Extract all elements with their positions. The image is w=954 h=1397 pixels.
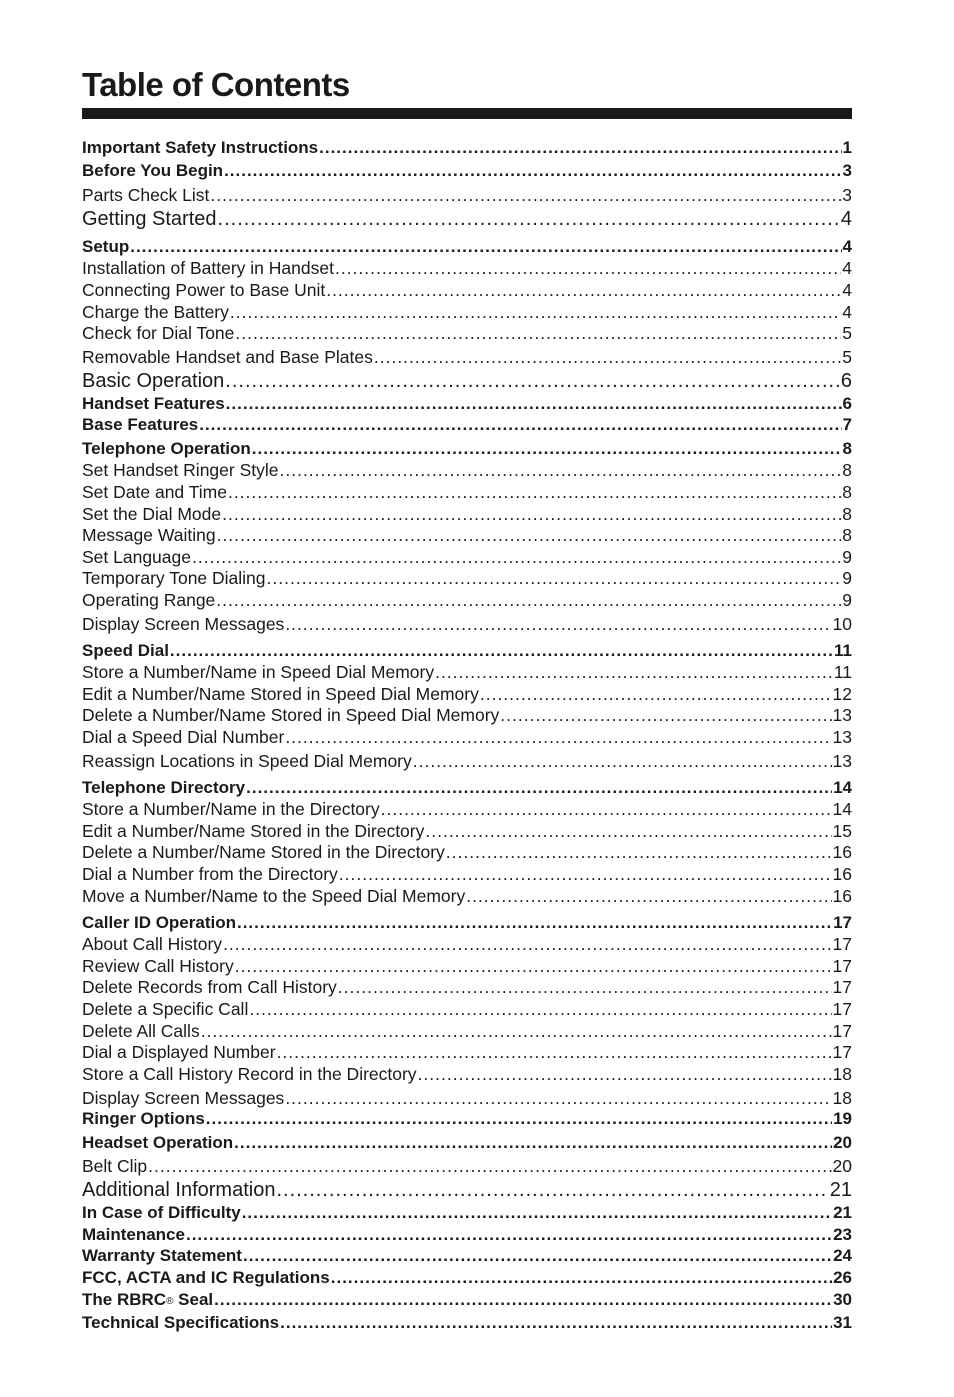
toc-entry: [82, 589, 852, 611]
toc-entry-page: 17: [832, 956, 852, 976]
toc-entry: [82, 1312, 852, 1334]
toc-entry-page: 30: [833, 1290, 852, 1309]
toc-entry: [82, 1108, 852, 1130]
toc-entry-page: 11: [833, 662, 852, 682]
dot-leader: [148, 1155, 831, 1177]
toc-entry: [82, 481, 852, 503]
toc-entry: [82, 750, 852, 772]
toc-entry: [82, 777, 852, 799]
dot-leader: [267, 567, 842, 589]
toc-entry-label: Parts Check List: [82, 185, 210, 205]
toc-entry-label: Edit a Number/Name Stored in the Directory: [82, 821, 425, 841]
toc-entry: [82, 160, 852, 182]
toc-entry-page: 8: [842, 504, 852, 524]
toc-entry-label: Charge the Battery: [82, 302, 229, 322]
toc-entry-label: Setup: [82, 237, 130, 256]
dot-leader: [425, 820, 831, 842]
dot-leader: [413, 750, 832, 772]
dot-leader: [222, 503, 841, 525]
toc-entry: [82, 1289, 852, 1313]
toc-entry: [82, 1132, 852, 1154]
toc-entry-page: 23: [833, 1225, 852, 1244]
dot-leader: [234, 1132, 832, 1154]
toc-entry-page: 19: [833, 1109, 852, 1128]
toc-entry-page: 31: [833, 1313, 852, 1332]
toc-entry: [82, 567, 852, 589]
toc-entry: [82, 1155, 852, 1177]
toc-entry-label: Message Waiting: [82, 525, 216, 545]
toc-entry-label: Store a Number/Name in Speed Dial Memory: [82, 662, 435, 682]
toc-entry-page: 3: [842, 185, 852, 205]
toc-entry-label: Set Handset Ringer Style: [82, 460, 279, 480]
toc-entry: [82, 346, 852, 368]
dot-leader: [480, 683, 832, 705]
toc-entry-label: Display Screen Messages: [82, 614, 285, 634]
toc-entry-label: Edit a Number/Name Stored in Speed Dial Memory: [82, 684, 479, 704]
dot-leader: [252, 438, 842, 460]
toc-entry-page: 20: [832, 1156, 852, 1176]
toc-entry-page: 8: [842, 482, 852, 502]
dot-leader: [225, 370, 840, 392]
toc-entry: [82, 613, 852, 635]
dot-leader: [192, 546, 841, 568]
dot-leader: [228, 481, 841, 503]
toc-entry-label: Telephone Operation: [82, 439, 251, 458]
dot-leader: [214, 1289, 832, 1311]
toc-entry: [82, 137, 852, 159]
toc-entry-label: Display Screen Messages: [82, 1088, 285, 1108]
dot-leader: [235, 322, 841, 344]
toc-entry-label: Maintenance: [82, 1225, 185, 1244]
toc-entry: [82, 208, 852, 230]
toc-entry-label: Connecting Power to Base Unit: [82, 280, 326, 300]
toc-entry-page: 8: [842, 439, 852, 458]
toc-entry: [82, 704, 852, 726]
toc-entry-label: Basic Operation: [82, 370, 225, 392]
toc-entry: [82, 184, 852, 206]
dot-leader: [224, 160, 841, 182]
toc-entry-label: Additional Information: [82, 1179, 276, 1201]
toc-entry-page: 7: [842, 415, 852, 434]
toc-entry-page: 6: [842, 394, 852, 413]
dot-leader: [170, 640, 833, 662]
dot-leader: [277, 1041, 832, 1063]
toc-entry-label: Store a Number/Name in the Directory: [82, 799, 380, 819]
toc-entry-page: 18: [832, 1088, 852, 1108]
dot-leader: [331, 1267, 832, 1289]
dot-leader: [446, 841, 832, 863]
dot-leader: [374, 346, 841, 368]
page-title: Table of Contents: [82, 66, 350, 103]
dot-leader: [243, 1245, 832, 1267]
toc-entry: [82, 1020, 852, 1042]
toc-entry: [82, 1087, 852, 1109]
toc-entry-label: Set the Dial Mode: [82, 504, 222, 524]
toc-entry-label: Set Language: [82, 547, 191, 567]
toc-entry-page: 17: [832, 999, 852, 1019]
toc-entry-label: Dial a Displayed Number: [82, 1042, 276, 1062]
toc-entry-page: 15: [832, 821, 852, 841]
toc-entry-page: 17: [832, 934, 852, 954]
toc-entry: [82, 322, 852, 344]
toc-entry-label: Reassign Locations in Speed Dial Memory: [82, 751, 412, 771]
toc-entry-page: 18: [832, 1064, 852, 1084]
toc-entry-label: Caller ID Operation: [82, 913, 236, 932]
dot-leader: [500, 704, 831, 726]
dot-leader: [285, 613, 831, 635]
dot-leader: [338, 976, 832, 998]
toc-entry: [82, 863, 852, 885]
toc-entry-label: About Call History: [82, 934, 223, 954]
toc-entry-page: 24: [833, 1246, 852, 1265]
toc-entry-page: 17: [833, 913, 852, 932]
dot-leader: [280, 1312, 832, 1334]
title-rule: [82, 108, 852, 119]
toc-entry-label: Base Features: [82, 415, 199, 434]
dot-leader: [235, 955, 832, 977]
dot-leader: [237, 912, 832, 934]
dot-leader: [276, 1179, 828, 1201]
toc-entry-label: Before You Begin: [82, 161, 224, 180]
toc-entry-label: Speed Dial: [82, 641, 169, 660]
toc-entry-page: 4: [842, 280, 852, 300]
toc-entry: [82, 438, 852, 460]
toc-entry: [82, 998, 852, 1020]
toc-entry-label: Ringer Options: [82, 1109, 205, 1128]
toc-entry-label: Belt Clip: [82, 1156, 148, 1176]
toc-entry: [82, 912, 852, 934]
toc-entry-label: Important Safety Instructions: [82, 138, 319, 157]
toc-entry-label: Telephone Directory: [82, 778, 246, 797]
toc-entry-page: 4: [842, 258, 852, 278]
toc-entry-page: 17: [832, 977, 852, 997]
toc-entry: [82, 459, 852, 481]
toc-entry-label: FCC, ACTA and IC Regulations: [82, 1268, 330, 1287]
toc-entry-page: 21: [833, 1203, 852, 1222]
toc-entry: [82, 1267, 852, 1289]
dot-leader: [280, 459, 842, 481]
dot-leader: [242, 1202, 832, 1224]
toc-entry-page: 11: [834, 641, 852, 660]
toc-entry: [82, 820, 852, 842]
dot-leader: [319, 137, 841, 159]
dot-leader: [130, 236, 841, 258]
dot-leader: [326, 279, 841, 301]
toc-entry-label: Delete a Number/Name Stored in Speed Dial Memory: [82, 705, 500, 725]
toc-entry-page: 13: [832, 705, 852, 725]
toc-entry: [82, 1179, 852, 1201]
toc-entry-page: 16: [832, 886, 852, 906]
dot-leader: [285, 1087, 831, 1109]
toc-entry-page: 21: [829, 1179, 852, 1201]
toc-entry: [82, 841, 852, 863]
toc-entry: [82, 726, 852, 748]
toc-entry: [82, 683, 852, 705]
toc-entry: [82, 933, 852, 955]
dot-leader: [186, 1224, 832, 1246]
toc-entry-page: 26: [833, 1268, 852, 1287]
toc-entry-label: Installation of Battery in Handset: [82, 258, 334, 278]
toc-entry: [82, 301, 852, 323]
toc-entry-label: Handset Features: [82, 394, 225, 413]
toc-entry: [82, 1202, 852, 1224]
toc-entry: [82, 1041, 852, 1063]
toc-entry-label: Getting Started: [82, 208, 217, 230]
dot-leader: [199, 414, 841, 436]
toc-entry-label: Operating Range: [82, 590, 216, 610]
toc-entry-page: 9: [842, 547, 852, 567]
toc-entry-page: 20: [833, 1133, 852, 1152]
dot-leader: [206, 1108, 832, 1130]
dot-leader: [201, 1020, 832, 1042]
dot-leader: [230, 301, 841, 323]
toc-entry: [82, 370, 852, 392]
toc-entry-page: 14: [832, 799, 852, 819]
toc-entry-label: Technical Specifications: [82, 1313, 280, 1332]
toc-entry: [82, 1224, 852, 1246]
toc-entry-label: Delete a Specific Call: [82, 999, 249, 1019]
dot-leader: [249, 998, 831, 1020]
toc-entry: [82, 236, 852, 258]
toc-entry-page: 1: [842, 138, 852, 157]
toc-entry-page: 4: [840, 208, 852, 230]
toc-entry-page: 5: [842, 347, 852, 367]
toc-entry-page: 12: [832, 684, 852, 704]
toc-entry-label: Headset Operation: [82, 1133, 234, 1152]
dot-leader: [435, 661, 833, 683]
dot-leader: [210, 184, 841, 206]
toc-entry-page: 14: [833, 778, 852, 797]
toc-entry-label: The RBRC® Seal: [82, 1290, 214, 1309]
toc-entry-label: Set Date and Time: [82, 482, 227, 502]
toc-entry: [82, 640, 852, 662]
toc-entry: [82, 885, 852, 907]
dot-leader: [466, 885, 831, 907]
toc-entry-page: 16: [832, 842, 852, 862]
dot-leader: [246, 777, 832, 799]
toc-entry-label: Temporary Tone Dialing: [82, 568, 266, 588]
dot-leader: [339, 863, 832, 885]
toc-entry: [82, 546, 852, 568]
dot-leader: [223, 933, 831, 955]
registered-mark: ®: [166, 1296, 174, 1307]
toc-entry-page: 9: [842, 590, 852, 610]
toc-entry-label: Delete Records from Call History: [82, 977, 337, 997]
toc-entry: [82, 503, 852, 525]
toc-entry-label: Dial a Number from the Directory: [82, 864, 338, 884]
toc-entry-page: 16: [832, 864, 852, 884]
toc-entry-label: Check for Dial Tone: [82, 323, 235, 343]
toc-entry-page: 4: [842, 237, 852, 256]
toc-entry-label: Delete All Calls: [82, 1021, 200, 1041]
dot-leader: [335, 257, 841, 279]
toc-entry-label: Dial a Speed Dial Number: [82, 727, 285, 747]
toc-entry: [82, 1063, 852, 1085]
toc-entry-label: Move a Number/Name to the Speed Dial Memory: [82, 886, 466, 906]
toc-entry-page: 5: [842, 323, 852, 343]
toc-entry-page: 13: [832, 751, 852, 771]
toc-entry-page: 4: [842, 302, 852, 322]
toc-entry-label: Review Call History: [82, 956, 234, 976]
dot-leader: [285, 726, 831, 748]
toc-entry-page: 6: [840, 370, 852, 392]
toc-entry-page: 10: [832, 614, 852, 634]
toc-entry-label: Removable Handset and Base Plates: [82, 347, 373, 367]
dot-leader: [217, 524, 842, 546]
toc-entry: [82, 661, 852, 683]
toc-entry-page: 17: [832, 1021, 852, 1041]
toc-entry: [82, 524, 852, 546]
dot-leader: [216, 589, 841, 611]
toc-entry: [82, 393, 852, 415]
toc-entry-page: 8: [842, 460, 852, 480]
toc-entry-page: 13: [832, 727, 852, 747]
dot-leader: [218, 208, 840, 230]
toc-entry-page: 17: [832, 1042, 852, 1062]
toc-entry: [82, 257, 852, 279]
toc-entry-label: Delete a Number/Name Stored in the Directory: [82, 842, 445, 862]
toc-entry: [82, 414, 852, 436]
toc-entry-page: 9: [842, 568, 852, 588]
toc-entry-label: Store a Call History Record in the Directory: [82, 1064, 417, 1084]
toc-entry: [82, 279, 852, 301]
toc-entry: [82, 976, 852, 998]
toc-entry-label: Warranty Statement: [82, 1246, 242, 1265]
toc-entry-page: 8: [842, 525, 852, 545]
dot-leader: [226, 393, 842, 415]
dot-leader: [381, 798, 832, 820]
toc-entry-label: In Case of Difficulty: [82, 1203, 241, 1222]
toc-entry: [82, 955, 852, 977]
toc-entry: [82, 798, 852, 820]
toc-entry: [82, 1245, 852, 1267]
dot-leader: [418, 1063, 832, 1085]
toc-entry-page: 3: [842, 161, 852, 180]
